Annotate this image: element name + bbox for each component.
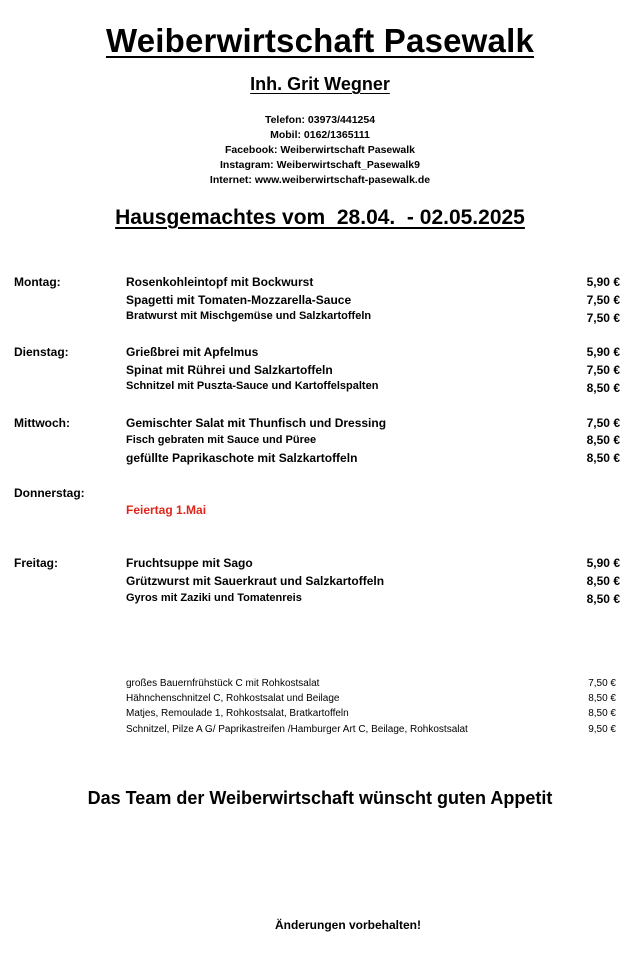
contact-website: Internet: www.weiberwirtschaft-pasewalk.de [209, 174, 431, 186]
dish-name: Fruchtsuppe mit Sago [126, 556, 253, 570]
dish-price: 7,50 € [586, 363, 620, 377]
contact-facebook: Facebook: Weiberwirtschaft Pasewalk [224, 144, 416, 156]
contact-phone: Telefon: 03973/441254 [264, 114, 376, 126]
extra-item-price: 9,50 € [588, 724, 616, 735]
dish-name: gefüllte Paprikaschote mit Salzkartoffeln [126, 451, 358, 465]
closing-slogan: Das Team der Weiberwirtschaft wünscht guten Appetit [87, 788, 553, 808]
owner-name: Inh. Grit Wegner [250, 74, 390, 94]
extra-item-name: Hähnchenschnitzel C, Rohkostsalat und Beilage [126, 693, 340, 704]
dish-name: Gyros mit Zaziki und Tomatenreis [126, 592, 302, 604]
dish-name: Spinat mit Rührei und Salzkartoffeln [126, 363, 333, 377]
day-label: Dienstag: [14, 345, 69, 359]
restaurant-title: Weiberwirtschaft Pasewalk [105, 22, 535, 59]
day-label: Freitag: [14, 556, 59, 570]
contact-mobile: Mobil: 0162/1365111 [270, 129, 370, 141]
dish-name: Fisch gebraten mit Sauce und Püree [126, 434, 317, 446]
extra-item-price: 8,50 € [588, 693, 616, 704]
dish-name: Gemischter Salat mit Thunfisch und Dressing [126, 416, 387, 430]
day-label: Donnerstag: [14, 486, 85, 500]
day-label: Mittwoch: [14, 416, 70, 430]
dish-price: 5,90 € [586, 556, 620, 570]
changes-notice: Änderungen vorbehalten! [274, 918, 421, 932]
holiday-notice: Feiertag 1.Mai [126, 503, 207, 517]
dish-price: 8,50 € [586, 381, 620, 395]
contact-instagram: Instagram: Weiberwirtschaft_Pasewalk9 [220, 159, 420, 171]
extra-item-price: 8,50 € [588, 708, 616, 719]
dish-price: 7,50 € [586, 416, 620, 430]
dish-name: Bratwurst mit Mischgemüse und Salzkartoffeln [126, 310, 372, 322]
dish-price: 8,50 € [586, 574, 620, 588]
extra-item-name: Schnitzel, Pilze A G/ Paprikastreifen /Hamburger Art C, Beilage, Rohkostsalat [126, 724, 468, 735]
dish-price: 7,50 € [586, 293, 620, 307]
dish-price: 8,50 € [586, 592, 620, 606]
dish-name: Rosenkohleintopf mit Bockwurst [126, 275, 314, 289]
extra-item-price: 7,50 € [588, 678, 616, 689]
dish-price: 5,90 € [586, 275, 620, 289]
dish-name: Grießbrei mit Apfelmus [126, 345, 259, 359]
extra-item-name: Matjes, Remoulade 1, Rohkostsalat, Bratkartoffeln [126, 708, 349, 719]
dish-price: 8,50 € [586, 433, 620, 447]
dish-name: Grützwurst mit Sauerkraut und Salzkartoffeln [126, 574, 385, 588]
dish-price: 5,90 € [586, 345, 620, 359]
extra-item-name: großes Bauernfrühstück C mit Rohkostsalat [126, 678, 320, 689]
dish-price: 8,50 € [586, 451, 620, 465]
dish-name: Schnitzel mit Puszta-Sauce und Kartoffelspalten [126, 380, 379, 392]
dish-name: Spagetti mit Tomaten-Mozzarella-Sauce [126, 293, 352, 307]
week-heading: Hausgemachtes vom 28.04. - 02.05.2025 [115, 206, 525, 229]
day-label: Montag: [14, 275, 61, 289]
dish-price: 7,50 € [586, 311, 620, 325]
